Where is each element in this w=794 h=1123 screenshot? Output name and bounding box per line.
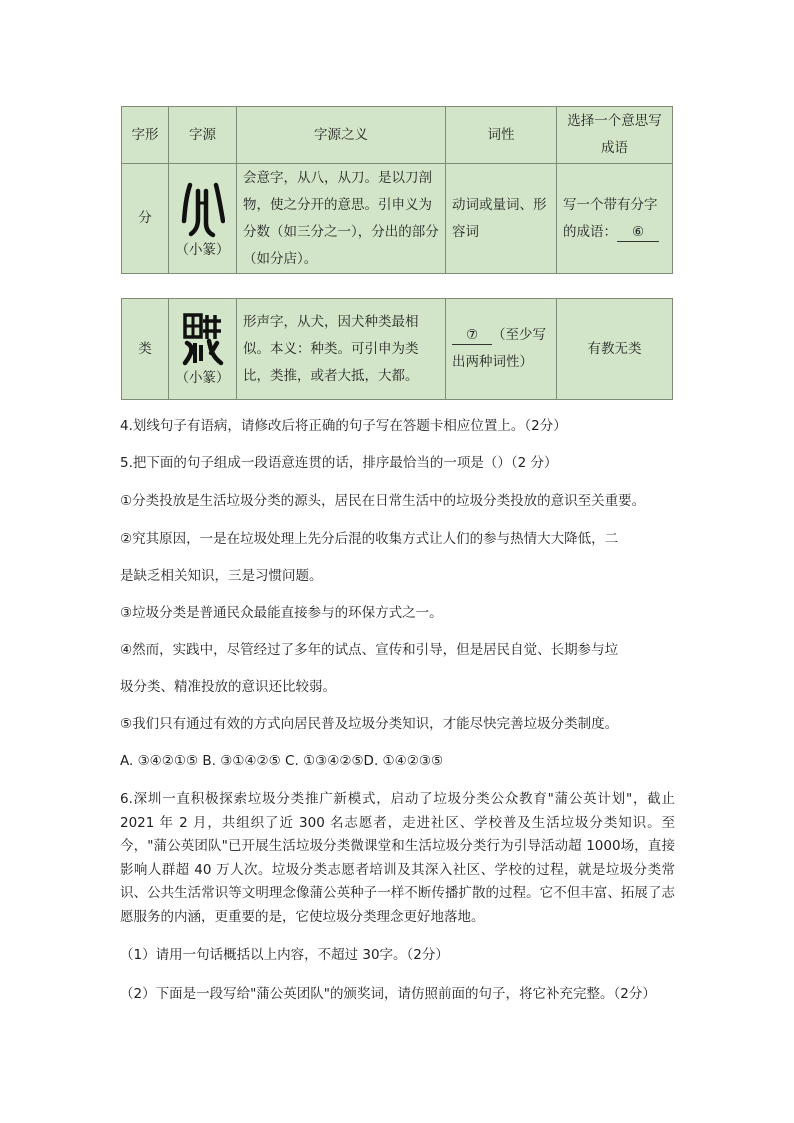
header-origin-meaning: 字源之义 (237, 107, 446, 164)
sentence-4-line-2: 圾分类、精准投放的意识还比较弱。 (120, 679, 336, 695)
sentence-5: ⑤我们只有通过有效的方式向居民普及垃圾分类知识，才能尽快完善垃圾分类制度。 (120, 716, 619, 732)
character-table-lei (121, 298, 673, 400)
header-glyph: 字形 (122, 107, 169, 164)
seal-script-lei-icon (181, 311, 225, 367)
table-row (122, 299, 673, 400)
question-6-part-2: （2）下面是一段写给"蒲公英团队"的颁奖词，请仿照前面的句子，将它补充完整。（2分） (120, 986, 656, 1002)
header-origin: 字源 (169, 107, 237, 164)
sentence-1: ①分类投放是生活垃圾分类的源头，居民在日常生活中的垃圾分类投放的意识至关重要。 (120, 493, 646, 509)
question-4: 4.划线句子有语病，请修改后将正确的句子写在答题卡相应位置上。（2分） (120, 418, 567, 434)
header-idiom: 选择一个意思写成语 (557, 107, 673, 164)
seal-script-cell (169, 299, 237, 400)
idiom-prompt: 写一个带有分字的成语： (563, 196, 658, 240)
table-row (122, 164, 673, 274)
glyph-cell: 分 (122, 164, 169, 274)
part-of-speech-cell: 动词或量词、形容词 (446, 164, 557, 274)
seal-script-cell (169, 164, 237, 274)
question-6-passage: 6.深圳一直积极探索垃圾分类推广新模式，启动了垃圾分类公众教育"蒲公英计划"，截止 2021 年 2 月，共组织了近 300 名志愿者，走进社区、学校普及生活垃圾分类知识。至今，"蒲公英团队"已开展生活垃圾分类微课堂和生活垃圾分类行为引导活动超 1000场，直接影响人群超 40 万人次。垃圾分类志愿者培训及其深入社区、学校的过程，就是垃圾分类常识、公共生活常识等文明理念像蒲公英种子一样不断传播扩散的过程。它不但丰富、拓展了志愿服务的内涵，更重要的是，它使垃圾分类理念更好地落地。 (120, 791, 675, 925)
answer-blank-7: ⑦ (452, 326, 492, 345)
question-5: 5.把下面的句子组成一段语意连贯的话，排序最恰当的一项是（）（2 分） (120, 455, 558, 471)
origin-meaning-cell: 会意字，从八，从刀。是以刀剖物，使之分开的意思。引申义为分数（如三分之一），分出的部分（如分店）。 (237, 164, 446, 274)
origin-meaning-cell: 形声字，从犬，因犬种类最相似。本义：种类。可引申为类比，类推，或者大抵，大都。 (237, 299, 446, 400)
seal-script-fen-icon (181, 179, 225, 239)
question-6-part-1: （1）请用一句话概括以上内容，不超过 30字。（2分） (120, 947, 449, 963)
header-part-of-speech: 词性 (446, 107, 557, 164)
glyph-cell: 类 (122, 299, 169, 400)
answer-blank-6: ⑥ (617, 223, 659, 242)
sentence-2-line-2: 是缺乏相关知识，三是习惯问题。 (120, 568, 323, 584)
answer-options: A. ③④②①⑤ B. ③①④②⑤ C. ①③④②⑤D. ①④②③⑤ (120, 753, 444, 769)
idiom-cell (557, 164, 673, 274)
part-of-speech-hint: （至少写出两种词性） (452, 327, 546, 370)
part-of-speech-cell (446, 299, 557, 400)
idiom-cell: 有教无类 (557, 299, 673, 400)
seal-script-label: （小篆） (175, 241, 230, 258)
sentence-4-line-1: ④然而，实践中，尽管经过了多年的试点、宣传和引导，但是居民自觉、长期参与垃 (120, 642, 619, 658)
seal-script-label: （小篆） (175, 370, 230, 386)
table-header-row (122, 107, 673, 164)
sentence-3: ③垃圾分类是普通民众最能直接参与的环保方式之一。 (120, 605, 443, 621)
character-table-fen (121, 106, 673, 274)
sentence-2-line-1: ②究其原因，一是在垃圾处理上先分后混的收集方式让人们的参与热情大大降低，二 (120, 531, 619, 547)
